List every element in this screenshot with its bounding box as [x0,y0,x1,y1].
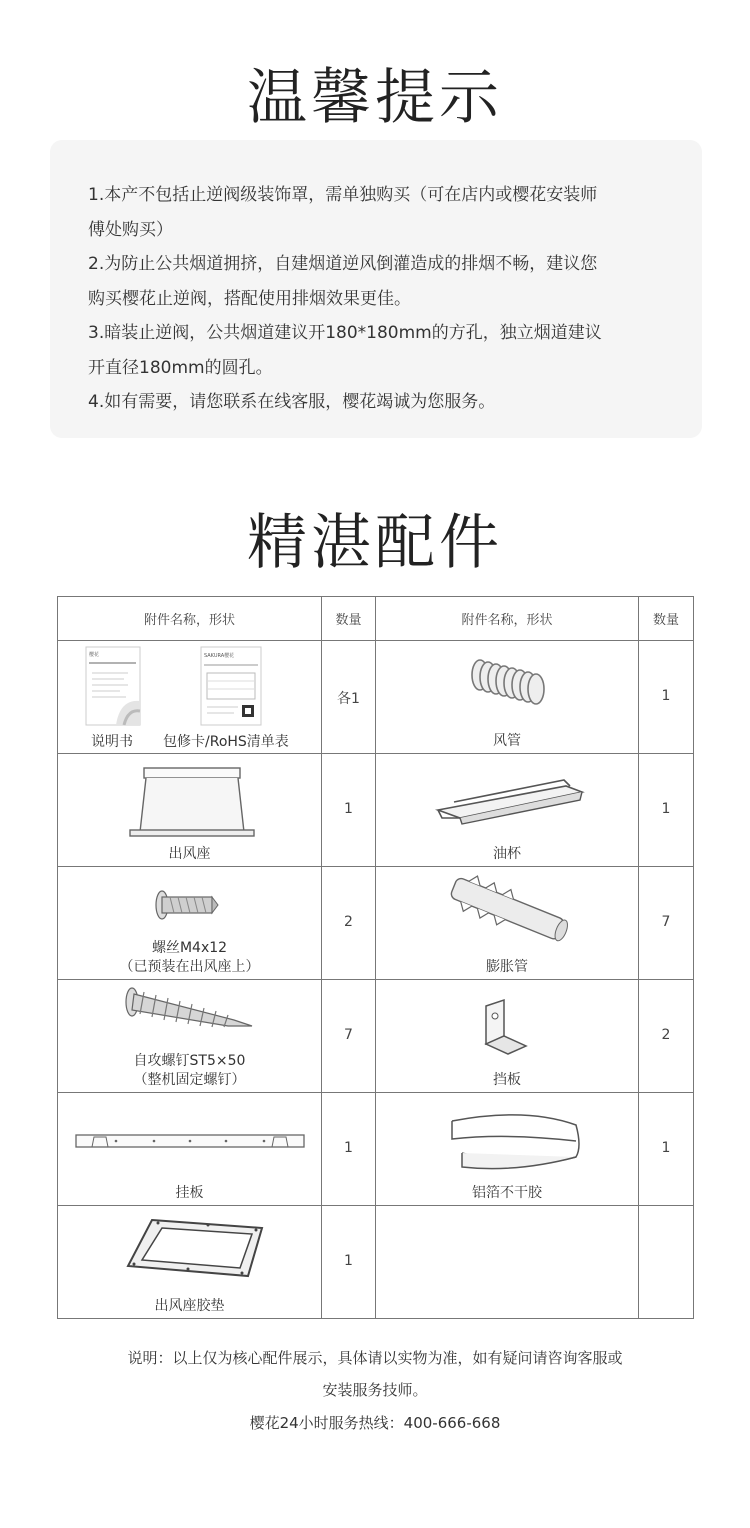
outlet-seat-label: 出风座 [168,846,211,862]
qty-cell [639,754,694,867]
tips-title: 温馨提示 [247,63,503,133]
qty-value: 1 [661,801,671,817]
qty-value: 2 [344,914,353,930]
baffle-label: 挡板 [493,1072,521,1088]
table-header-row [58,597,694,641]
expansion-tube-label: 膨胀管 [486,959,528,975]
item-screw-m4 [58,867,322,980]
tips-box [50,140,702,438]
warranty-brand-text: SAKURA樱花 [204,653,235,659]
screw-m4-label [58,939,321,977]
item-outlet-seat [58,754,322,867]
qty-cell [639,867,694,980]
item-hanging-plate [58,1093,322,1206]
header-name-right: 附件名称，形状 [376,597,639,641]
accessories-table [57,596,694,1319]
table-row [58,754,694,867]
qty-cell [322,641,376,754]
item-manual-warranty [58,641,322,754]
hanging-plate-label: 挂板 [175,1185,204,1201]
tip-line: 傅处购买） [88,219,173,240]
item-air-duct [376,641,639,754]
qty-cell [639,1206,694,1319]
tip-line: 4.如有需要，请您联系在线客服，樱花竭诚为您服务。 [88,392,496,412]
tip-line: 1.本产不包括止逆阀级装饰罩，需单独购买（可在店内或樱花安装师 [88,185,598,205]
warranty-rohs-label: 包修卡/RoHS清单表 [163,734,289,750]
qty-cell [322,867,376,980]
air-duct-label: 风管 [493,733,521,749]
table-row [58,867,694,980]
screw-m4-name: 螺丝M4x12 [151,940,228,956]
manual-label: 说明书 [91,734,133,750]
item-baffle [376,980,639,1093]
footnote-line-1: 说明：以上仅为核心配件展示，具体请以实物为准，如有疑问请咨询客服或 [127,1349,623,1367]
qty-value: 各1 [337,691,360,707]
service-hotline: 樱花24小时服务热线：400-666-668 [249,1414,501,1432]
oil-cup-label: 油杯 [493,846,521,862]
qty-value: 1 [344,801,353,817]
qty-cell [639,980,694,1093]
item-outlet-gasket [58,1206,322,1319]
qty-value: 7 [661,914,671,930]
qty-value: 7 [344,1027,353,1043]
screw-m4-note: （已预装在出风座上） [119,959,260,975]
self-tapping-screw-label [58,1052,321,1090]
item-foil-tape [376,1093,639,1206]
qty-value: 1 [661,688,671,704]
table-row [58,980,694,1093]
table-row [58,641,694,754]
manual-brand-text: 樱花 [89,652,100,658]
empty-cell [376,1206,639,1319]
outlet-gasket-label: 出风座胶垫 [154,1298,225,1314]
tip-line: 2.为防止公共烟道拥挤，自建烟道逆风倒灌造成的排烟不畅，建议您 [88,254,598,274]
table-row [58,1093,694,1206]
header-qty-right: 数量 [639,597,694,641]
tip-line: 3.暗装止逆阀，公共烟道建议开180*180mm的方孔，独立烟道建议 [88,323,602,343]
foil-tape-label: 铝箔不干胶 [472,1185,542,1201]
tip-line: 购买樱花止逆阀，搭配使用排烟效果更佳。 [88,288,411,309]
qty-cell [322,754,376,867]
footnote-line-2: 安装服务技师。 [322,1381,428,1399]
item-expansion-tube [376,867,639,980]
table-row [58,1206,694,1319]
tip-line: 开直径180mm的圆孔。 [88,357,273,378]
header-name-left: 附件名称，形状 [58,597,322,641]
qty-value: 1 [661,1140,671,1156]
self-tapping-screw-note: （整机固定螺钉） [133,1072,246,1088]
item-self-tapping-screw [58,980,322,1093]
qty-value: 1 [344,1140,353,1156]
qty-cell [322,1093,376,1206]
qty-cell [322,980,376,1093]
qty-cell [639,1093,694,1206]
header-qty-left: 数量 [322,597,376,641]
self-tapping-screw-name: 自攻螺钉ST5×50 [133,1053,246,1069]
qty-value: 2 [661,1027,671,1043]
qty-value: 1 [344,1253,353,1269]
qty-cell [639,641,694,754]
item-oil-cup [376,754,639,867]
accessories-title: 精湛配件 [247,508,503,578]
qty-cell [322,1206,376,1319]
